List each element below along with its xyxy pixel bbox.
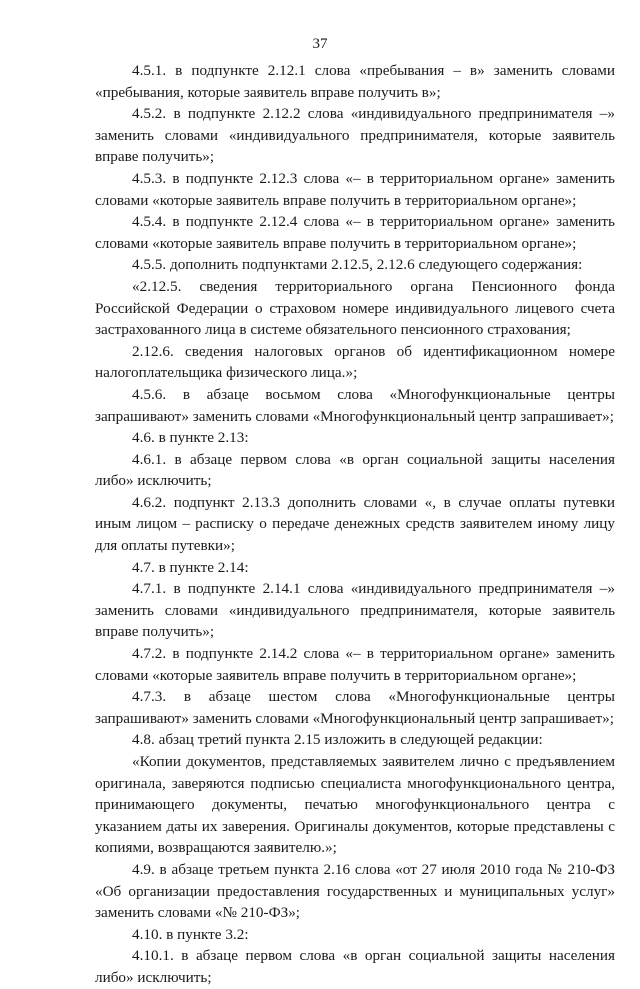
paragraph-4-10: 4.10. в пункте 3.2: <box>132 925 249 943</box>
paragraph-4-7: 4.7. в пункте 2.14: <box>132 558 249 576</box>
paragraph-4-5-5: 4.5.5. дополнить подпунктами 2.12.5, 2.12.6 следующего содержания: <box>132 256 583 274</box>
paragraph-4-5-6: 4.5.6. в абзаце восьмом слова «Многофункциональные центры запрашивают» заменить словами «Многофункциональный центр запрашивает»; <box>95 385 615 425</box>
paragraph-4-6: 4.6. в пункте 2.13: <box>132 429 249 447</box>
paragraph-4-5-3: 4.5.3. в подпункте 2.12.3 слова «– в территориальном органе» заменить словами «которые заявитель вправе получить в территориальном органе»; <box>95 169 615 209</box>
document-body <box>95 60 615 989</box>
paragraph-4-7-1: 4.7.1. в подпункте 2.14.1 слова «индивидуального предпринимателя –» заменить словами «индивидуального предпринимателя, которые заявитель вправе получить»; <box>95 580 615 641</box>
paragraph-2-15-new-text: «Копии документов, представляемых заявителем лично с предъявлением оригинала, заверяются подписью специалиста многофункционального центра, принимающего документы, печатью многофункционального центра с указанием даты их заверения. Оригиналы документов, которые представлены с копиями, возвращаются заявителю.»; <box>95 753 615 857</box>
paragraph-4-7-2: 4.7.2. в подпункте 2.14.2 слова «– в территориальном органе» заменить словами «которые заявитель вправе получить в территориальном органе»; <box>95 645 615 684</box>
paragraph-4-5-2: 4.5.2. в подпункте 2.12.2 слова «индивидуального предпринимателя –» заменить словами «индивидуального предпринимателя, которые заявитель вправе получить»; <box>95 105 615 166</box>
paragraph-4-5-1: 4.5.1. в подпункте 2.12.1 слова «пребывания – в» заменить словами «пребывания, которые заявитель вправе получить в»; <box>95 62 615 101</box>
paragraph-4-7-3: 4.7.3. в абзаце шестом слова «Многофункциональные центры запрашивают» заменить словами «Многофункциональный центр запрашивает»; <box>95 688 615 727</box>
paragraph-4-6-1: 4.6.1. в абзаце первом слова «в орган социальной защиты населения либо» исключить; <box>95 450 615 490</box>
paragraph-2-12-5: «2.12.5. сведения территориального органа Пенсионного фонда Российской Федерации о страховом номере индивидуального лицевого счета застрахованного лица в системе обязательного пенсионного страхования; <box>95 277 615 339</box>
page-number: 37 <box>312 36 328 52</box>
paragraph-4-5-4: 4.5.4. в подпункте 2.12.4 слова «– в территориальном органе» заменить словами «которые заявитель вправе получить в территориальном органе»; <box>95 213 615 252</box>
paragraph-4-6-2: 4.6.2. подпункт 2.13.3 дополнить словами «, в случае оплаты путевки иным лицом – расписку о передаче денежных средств заявителем иному лицу для оплаты путевки»; <box>95 493 615 555</box>
paragraph-4-10-1: 4.10.1. в абзаце первом слова «в орган социальной защиты населения либо» исключить; <box>95 947 615 986</box>
paragraph-4-8: 4.8. абзац третий пункта 2.15 изложить в следующей редакции: <box>132 731 543 749</box>
paragraph-2-12-6: 2.12.6. сведения налоговых органов об идентификационном номере налогоплательщика физического лица.»; <box>95 342 615 382</box>
paragraph-4-9: 4.9. в абзаце третьем пункта 2.16 слова «от 27 июля 2010 года № 210-ФЗ «Об организации предоставления государственных и муниципальных услуг» заменить словами «№ 210-ФЗ»; <box>95 860 615 922</box>
